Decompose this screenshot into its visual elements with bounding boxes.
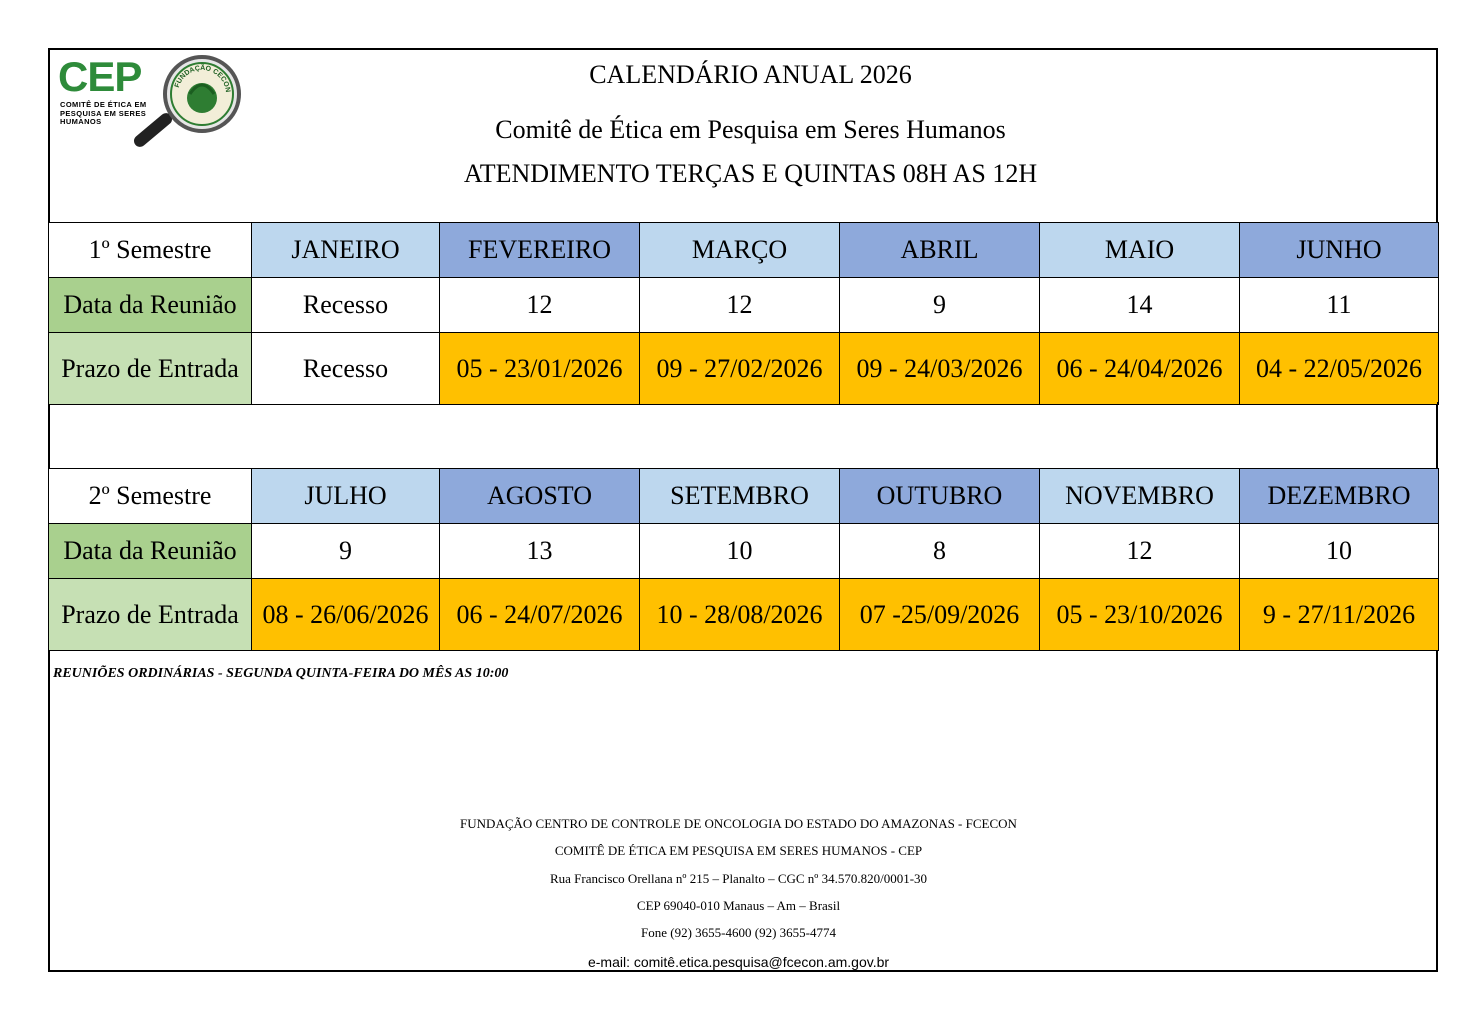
month-header: SETEMBRO xyxy=(640,469,840,524)
logo-text: CEP xyxy=(58,53,142,100)
month-header: DEZEMBRO xyxy=(1240,469,1439,524)
deadline-cell: 05 - 23/01/2026 xyxy=(440,333,640,405)
second-semester-table xyxy=(48,468,1439,651)
meeting-date-cell: 10 xyxy=(1240,524,1439,579)
footer-email: e-mail: comitê.etica.pesquisa@fcecon.am.gov.br xyxy=(587,954,890,970)
page-title: CALENDÁRIO ANUAL 2026 xyxy=(589,60,912,89)
month-header: JANEIRO xyxy=(252,223,440,278)
meeting-date-row xyxy=(49,524,1439,579)
meeting-label: Data da Reunião xyxy=(49,278,252,333)
month-header: ABRIL xyxy=(840,223,1040,278)
meeting-date-cell: 12 xyxy=(640,278,840,333)
month-header: JUNHO xyxy=(1240,223,1439,278)
footer-committee: COMITÊ DE ÉTICA EM PESQUISA EM SERES HUMANOS - CEP xyxy=(554,843,923,858)
meeting-date-cell: 9 xyxy=(840,278,1040,333)
deadline-cell: 9 - 27/11/2026 xyxy=(1240,579,1439,651)
meetings-note: REUNIÕES ORDINÁRIAS - SEGUNDA QUINTA-FEIRA DO MÊS AS 10:00 xyxy=(53,666,509,681)
month-header: AGOSTO xyxy=(440,469,640,524)
first-semester-table xyxy=(48,222,1439,405)
month-header-row xyxy=(49,469,1439,524)
deadline-label: Prazo de Entrada xyxy=(49,579,252,651)
meeting-date-cell: 12 xyxy=(1040,524,1240,579)
deadline-cell: 06 - 24/04/2026 xyxy=(1040,333,1240,405)
month-header: MARÇO xyxy=(640,223,840,278)
meeting-date-cell: 10 xyxy=(640,524,840,579)
deadline-cell: 09 - 27/02/2026 xyxy=(640,333,840,405)
table-spacer xyxy=(48,402,1438,468)
meeting-label: Data da Reunião xyxy=(49,524,252,579)
deadline-cell: 07 -25/09/2026 xyxy=(840,579,1040,651)
month-header: FEVEREIRO xyxy=(440,223,640,278)
meeting-date-cell: 8 xyxy=(840,524,1040,579)
deadline-cell: Recesso xyxy=(252,333,440,405)
meeting-date-cell: 14 xyxy=(1040,278,1240,333)
footer-city: CEP 69040-010 Manaus – Am – Brasil xyxy=(636,898,841,913)
meeting-date-cell: 11 xyxy=(1240,278,1439,333)
meeting-date-cell: Recesso xyxy=(252,278,440,333)
deadline-row xyxy=(49,579,1439,651)
footer-institution: FUNDAÇÃO CENTRO DE CONTROLE DE ONCOLOGIA DO ESTADO DO AMAZONAS - FCECON xyxy=(460,816,1017,831)
deadline-label: Prazo de Entrada xyxy=(49,333,252,405)
deadline-cell: 04 - 22/05/2026 xyxy=(1240,333,1439,405)
schedule-info: ATENDIMENTO TERÇAS E QUINTAS 08H AS 12H xyxy=(463,159,1038,188)
semester-label: 1º Semestre xyxy=(49,223,252,278)
meeting-date-cell: 13 xyxy=(440,524,640,579)
deadline-cell: 08 - 26/06/2026 xyxy=(252,579,440,651)
logo-subtitle: COMITÊ DE ÉTICA EM PESQUISA EM SERES HUMANOS xyxy=(60,100,147,126)
deadline-row xyxy=(49,333,1439,405)
month-header: JULHO xyxy=(252,469,440,524)
deadline-cell: 10 - 28/08/2026 xyxy=(640,579,840,651)
svg-text:FUNDAÇÃO CECON: FUNDAÇÃO CECON xyxy=(173,64,232,93)
footer-phone: Fone (92) 3655-4600 (92) 3655-4774 xyxy=(641,925,836,940)
month-header-row xyxy=(49,223,1439,278)
meeting-date-cell: 9 xyxy=(252,524,440,579)
month-header: MAIO xyxy=(1040,223,1240,278)
footer-address: Rua Francisco Orellana nº 215 – Planalto – CGC nº 34.570.820/0001-30 xyxy=(549,871,928,886)
meeting-date-row xyxy=(49,278,1439,333)
deadline-cell: 09 - 24/03/2026 xyxy=(840,333,1040,405)
page-subtitle: Comitê de Ética em Pesquisa em Seres Humanos xyxy=(495,115,1006,144)
semester-label: 2º Semestre xyxy=(49,469,252,524)
deadline-cell: 05 - 23/10/2026 xyxy=(1040,579,1240,651)
month-header: OUTUBRO xyxy=(840,469,1040,524)
deadline-cell: 06 - 24/07/2026 xyxy=(440,579,640,651)
month-header: NOVEMBRO xyxy=(1040,469,1240,524)
meeting-date-cell: 12 xyxy=(440,278,640,333)
